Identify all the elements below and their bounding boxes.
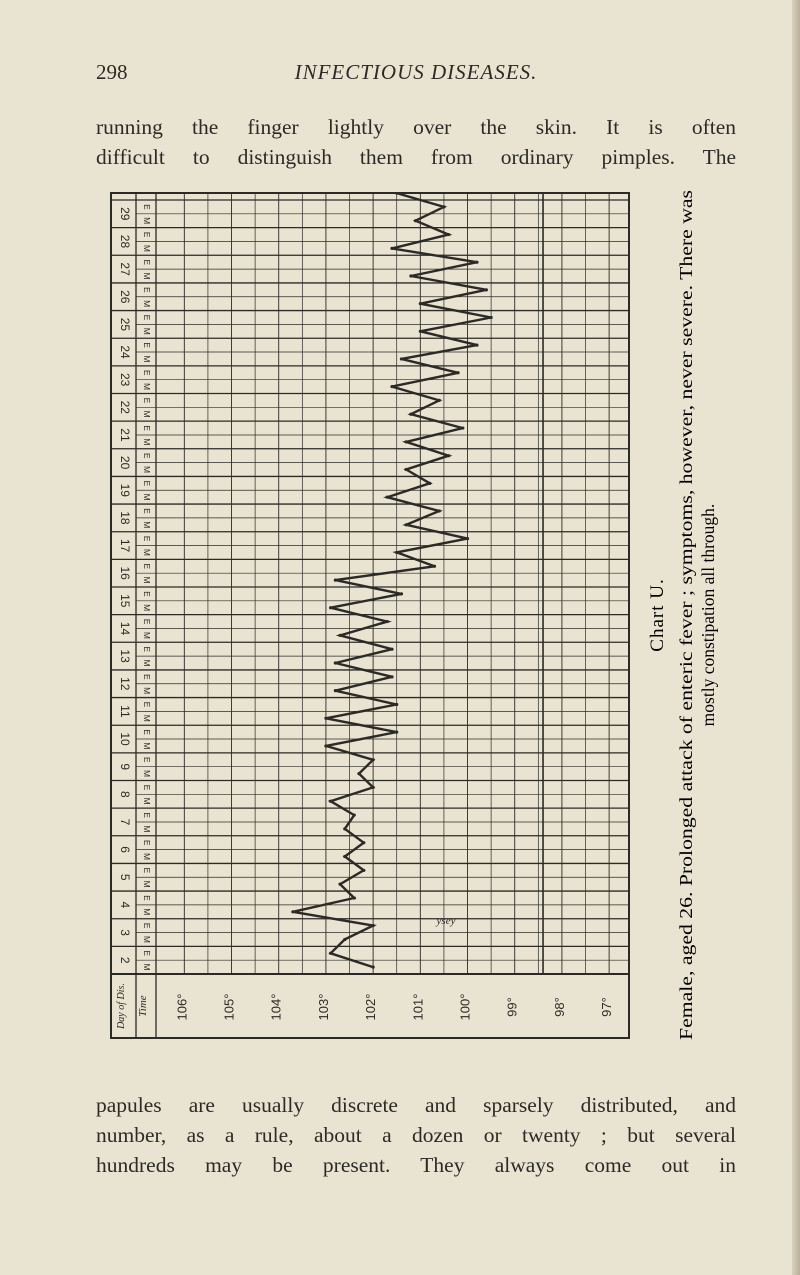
day-label: 29: [117, 207, 132, 221]
temperature-point: [433, 565, 436, 568]
time-slot-label: M: [141, 244, 152, 252]
day-label: 21: [117, 428, 132, 442]
temperature-point: [353, 896, 356, 899]
chart-annotation: ysey: [436, 915, 456, 927]
temperature-tick-label: 102°: [363, 993, 379, 1021]
temperature-tick-label: 100°: [457, 993, 473, 1021]
day-of-disease-label: Day of Dis.: [116, 983, 127, 1029]
temperature-point: [353, 813, 356, 816]
time-row-label: Time: [137, 995, 149, 1017]
day-label: 7: [117, 818, 132, 826]
time-slot-label: M: [141, 659, 152, 667]
temperature-point: [334, 661, 337, 664]
day-label: 18: [117, 511, 132, 525]
day-label: 23: [117, 372, 132, 387]
day-label: 16: [117, 566, 132, 580]
time-slot-label: E: [141, 756, 152, 763]
time-slot-label: E: [141, 839, 152, 846]
temperature-point: [372, 924, 375, 927]
time-slot-label: M: [141, 548, 152, 556]
temperature-point: [414, 219, 417, 222]
day-label: 4: [117, 901, 132, 909]
time-slot-label: E: [141, 508, 152, 514]
time-slot-label: M: [141, 465, 152, 474]
time-slot-label: M: [141, 438, 152, 446]
page-edge: [792, 0, 800, 1275]
time-slot-label: E: [141, 729, 152, 735]
temperature-point: [395, 703, 398, 706]
time-slot-label: E: [141, 480, 152, 487]
time-slot-label: E: [141, 231, 152, 238]
temperature-point: [372, 786, 375, 789]
day-label: 5: [117, 873, 132, 881]
day-label: 2: [117, 956, 132, 964]
temperature-point: [343, 855, 346, 858]
time-slot-label: E: [141, 425, 152, 431]
temperature-point: [372, 965, 375, 968]
day-label: 26: [117, 290, 132, 304]
time-slot-label: M: [141, 687, 152, 695]
time-slot-label: M: [141, 493, 152, 501]
day-label: 8: [117, 790, 132, 798]
temperature-point: [419, 330, 422, 333]
temperature-point: [390, 648, 393, 651]
temperature-point: [343, 938, 346, 941]
time-slot-label: E: [141, 812, 152, 818]
temperature-point: [405, 523, 408, 526]
day-label: 12: [117, 677, 132, 691]
day-label: 9: [117, 763, 132, 771]
temperature-point: [362, 869, 365, 872]
day-label: 20: [117, 455, 132, 470]
temperature-point: [442, 205, 445, 208]
text-line: hundreds may be present. They always come out in: [96, 1153, 736, 1177]
time-slot-label: M: [141, 935, 152, 943]
day-label: 14: [117, 621, 132, 636]
time-slot-label: E: [141, 452, 152, 459]
time-slot-label: E: [141, 259, 152, 266]
temperature-tick-label: 106°: [174, 993, 190, 1021]
time-slot-label: E: [141, 314, 152, 321]
temperature-point: [409, 274, 412, 277]
temperature-point: [400, 357, 403, 360]
day-label: 10: [117, 732, 132, 746]
temperature-point: [405, 440, 408, 443]
caption-line-1: Female, aged 26. Prolonged attack of enteric fever ; symptoms, however, never severe. There was: [676, 355, 696, 1040]
time-slot-label: E: [141, 950, 152, 957]
temperature-point: [334, 689, 337, 692]
temperature-point: [343, 827, 346, 830]
temperature-point: [466, 537, 469, 540]
text-line: number, as a rule, about a dozen or twenty ; but several: [96, 1123, 736, 1147]
temperature-point: [475, 261, 478, 264]
time-slot-label: M: [141, 742, 152, 750]
time-slot-label: M: [141, 631, 152, 639]
temperature-point: [329, 800, 332, 803]
temperature-point: [447, 233, 450, 236]
day-label: 28: [117, 234, 132, 249]
time-slot-label: M: [141, 383, 152, 391]
temperature-point: [395, 731, 398, 734]
running-head: INFECTIOUS DISEASES.: [294, 60, 538, 84]
temperature-point: [400, 592, 403, 595]
time-slot-label: E: [141, 867, 152, 874]
time-slot-label: M: [141, 521, 152, 529]
time-slot-label: M: [141, 300, 152, 308]
temperature-point: [461, 426, 464, 429]
temperature-point: [428, 482, 431, 485]
day-label: 3: [117, 929, 132, 936]
temperature-trace: [293, 192, 491, 967]
temperature-point: [390, 247, 393, 250]
temperature-point: [447, 454, 450, 457]
time-slot-label: M: [141, 272, 152, 280]
time-slot-label: E: [141, 895, 152, 901]
time-slot-label: M: [141, 852, 152, 861]
day-label: 22: [117, 400, 132, 415]
time-slot-label: E: [141, 922, 152, 929]
time-slot-label: M: [141, 327, 152, 335]
temperature-point: [419, 302, 422, 305]
time-slot-label: E: [141, 397, 152, 404]
temperature-tick-label: 104°: [268, 993, 284, 1021]
temperature-point: [291, 910, 294, 913]
chart-caption: [634, 190, 754, 1040]
temperature-point: [386, 620, 389, 623]
temperature-point: [386, 496, 389, 499]
time-slot-label: E: [141, 204, 152, 210]
temperature-point: [329, 606, 332, 609]
time-slot-label: M: [141, 410, 152, 418]
time-slot-label: M: [141, 355, 152, 363]
text-line: running the finger lightly over the skin. It is often: [96, 115, 736, 139]
temperature-tick-label: 101°: [410, 993, 426, 1021]
time-slot-label: E: [141, 535, 152, 542]
temperature-point: [456, 371, 459, 374]
time-slot-label: M: [141, 880, 152, 888]
time-slot-label: M: [141, 217, 152, 225]
time-slot-label: E: [141, 287, 152, 293]
time-slot-label: E: [141, 563, 152, 570]
temperature-tick-label: 105°: [221, 993, 237, 1021]
temperature-tick-label: 97°: [599, 997, 615, 1017]
page-number: 298: [96, 60, 128, 84]
day-label: 6: [117, 846, 132, 853]
temperature-chart: [110, 192, 634, 1039]
day-label: 17: [117, 538, 132, 553]
temperature-point: [362, 841, 365, 844]
temperature-point: [438, 399, 441, 402]
day-label: 11: [117, 705, 132, 718]
temperature-tick-label: 98°: [551, 997, 567, 1017]
temperature-tick-label: 99°: [504, 997, 520, 1017]
temperature-point: [329, 952, 332, 955]
temperature-point: [475, 344, 478, 347]
day-label: 19: [117, 483, 132, 497]
time-slot-label: E: [141, 342, 152, 348]
paragraph-bottom: [96, 1090, 736, 1180]
temperature-point: [357, 772, 360, 775]
temperature-point: [334, 578, 337, 581]
time-slot-label: E: [141, 646, 152, 653]
page-header: [96, 60, 736, 94]
temperature-point: [438, 509, 441, 512]
caption-title: Chart U.: [647, 578, 668, 652]
time-slot-label: M: [141, 797, 152, 805]
temperature-point: [405, 468, 408, 471]
time-slot-label: M: [141, 714, 152, 722]
day-label: 15: [117, 594, 132, 608]
time-slot-label: E: [141, 591, 152, 597]
temperature-point: [409, 413, 412, 416]
day-label: 13: [117, 649, 132, 663]
temperature-tick-label: 103°: [315, 993, 331, 1021]
time-slot-label: E: [141, 701, 152, 708]
day-label: 27: [117, 262, 132, 276]
paragraph-top: [96, 112, 736, 172]
time-slot-label: M: [141, 825, 152, 833]
time-slot-label: M: [141, 908, 152, 916]
temperature-point: [372, 758, 375, 761]
temperature-point: [390, 675, 393, 678]
temperature-point: [390, 385, 393, 388]
caption-line-2: mostly constipation all through.: [698, 503, 718, 727]
temperature-point: [338, 634, 341, 637]
temperature-point: [490, 316, 493, 319]
text-line: papules are usually discrete and sparsely distributed, and: [96, 1093, 736, 1117]
time-slot-label: E: [141, 784, 152, 791]
temperature-point: [395, 551, 398, 554]
text-line: difficult to distinguish them from ordinary pimples. The: [96, 145, 736, 169]
chart-frame: [111, 193, 629, 1038]
temperature-point: [324, 717, 327, 720]
temperature-point: [338, 883, 341, 886]
time-slot-label: M: [141, 963, 152, 971]
time-slot-label: M: [141, 770, 152, 778]
time-slot-label: E: [141, 369, 152, 376]
time-slot-label: M: [141, 576, 152, 584]
time-slot-label: M: [141, 604, 152, 612]
day-label: 24: [117, 345, 132, 359]
day-label: 25: [117, 317, 132, 332]
time-slot-label: E: [141, 674, 152, 680]
temperature-point: [485, 288, 488, 291]
temperature-point: [324, 744, 327, 747]
time-slot-label: E: [141, 618, 152, 625]
